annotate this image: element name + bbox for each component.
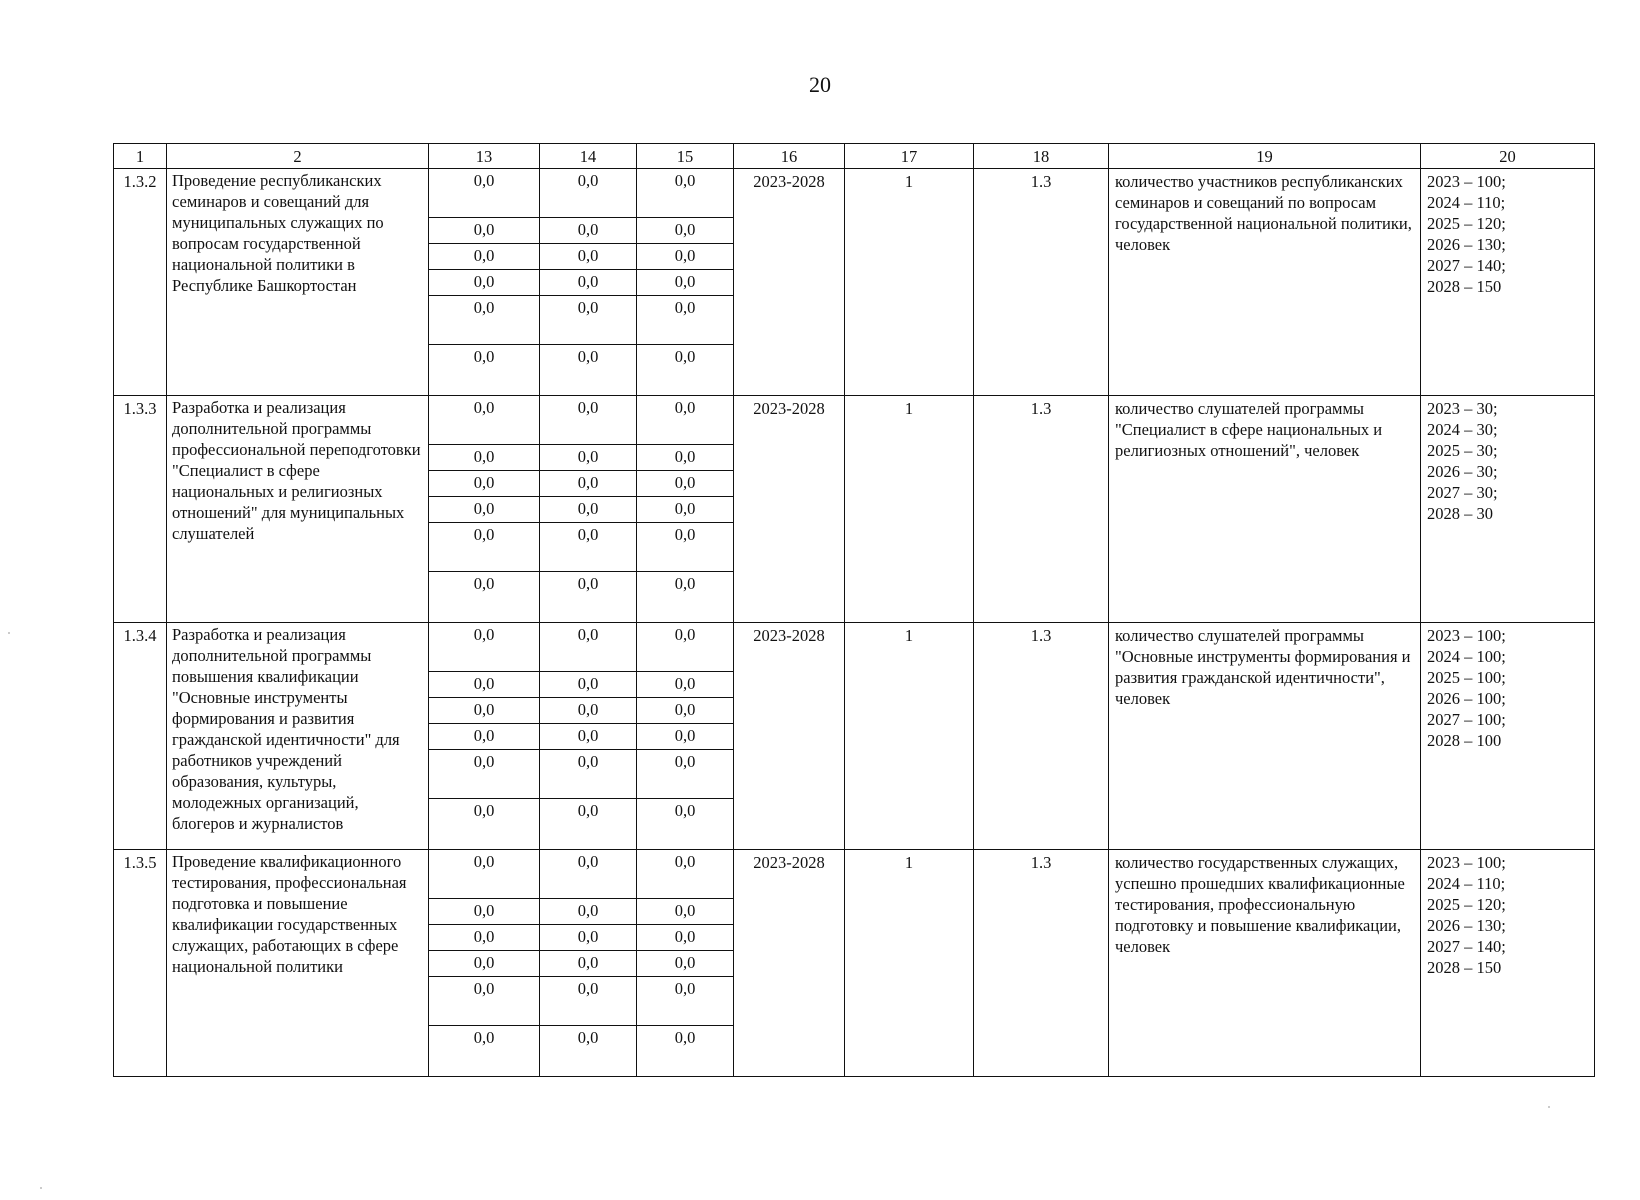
financing-subtable bbox=[540, 396, 636, 622]
col-header-17: 17 bbox=[845, 144, 974, 169]
financing-subrow bbox=[540, 799, 636, 850]
financing-subrow bbox=[429, 951, 539, 977]
financing-subrow bbox=[429, 270, 539, 296]
financing-subrow bbox=[637, 244, 733, 270]
financing-value: 0,0 bbox=[429, 445, 539, 471]
financing-subrow bbox=[429, 623, 539, 672]
financing-col-14 bbox=[540, 623, 637, 850]
financing-subrow bbox=[540, 296, 636, 345]
financing-subrow bbox=[540, 925, 636, 951]
financing-subtable bbox=[429, 169, 539, 395]
col-header-1: 1 bbox=[114, 144, 167, 169]
financing-subrow bbox=[429, 218, 539, 244]
financing-subrow bbox=[540, 623, 636, 672]
financing-subrow bbox=[637, 951, 733, 977]
financing-value: 0,0 bbox=[637, 445, 733, 471]
financing-subtable bbox=[637, 169, 733, 395]
financing-subrow bbox=[429, 799, 539, 850]
financing-value: 0,0 bbox=[429, 471, 539, 497]
financing-subrow bbox=[637, 523, 733, 572]
financing-subrow bbox=[429, 850, 539, 899]
row-number: 1.3.3 bbox=[114, 396, 167, 623]
financing-subrow bbox=[637, 977, 733, 1026]
financing-value: 0,0 bbox=[540, 750, 636, 799]
financing-subrow bbox=[540, 244, 636, 270]
financing-subrow bbox=[637, 799, 733, 850]
implementation-period: 2023-2028 bbox=[734, 623, 845, 850]
financing-subrow bbox=[540, 850, 636, 899]
financing-value: 0,0 bbox=[540, 977, 636, 1026]
financing-value: 0,0 bbox=[540, 218, 636, 244]
financing-subrow bbox=[637, 445, 733, 471]
target-value: 2027 – 140; bbox=[1427, 937, 1506, 956]
financing-subrow bbox=[637, 572, 733, 623]
financing-value: 0,0 bbox=[540, 244, 636, 270]
financing-subrow bbox=[429, 899, 539, 925]
financing-subrow bbox=[429, 977, 539, 1026]
financing-subrow bbox=[637, 899, 733, 925]
financing-value: 0,0 bbox=[577, 1028, 599, 1047]
financing-subtable bbox=[637, 396, 733, 622]
target-value: 2023 – 100; bbox=[1427, 853, 1506, 872]
financing-value: 0,0 bbox=[540, 445, 636, 471]
financing-subrow bbox=[540, 270, 636, 296]
financing-subrow bbox=[429, 698, 539, 724]
financing-value: 0,0 bbox=[429, 296, 539, 345]
measure-name: Разработка и реализация дополнительной программы профессиональной переподготовки "Специалист в сфере национальных и религиозных отношений" для муниципальных слушателей bbox=[167, 396, 429, 623]
financing-subrow bbox=[637, 471, 733, 497]
financing-value: 0,0 bbox=[473, 801, 495, 820]
financing-col-15 bbox=[637, 396, 734, 623]
financing-subtable bbox=[540, 850, 636, 1076]
financing-subrow bbox=[429, 396, 539, 445]
financing-col-15 bbox=[637, 850, 734, 1077]
col-header-15: 15 bbox=[637, 144, 734, 169]
financing-value: 0,0 bbox=[429, 672, 539, 698]
indicator-description: количество участников республиканских семинаров и совещаний по вопросам государственной национальной политики, человек bbox=[1109, 169, 1421, 396]
financing-value: 0,0 bbox=[473, 347, 495, 366]
target-value: 2024 – 30; bbox=[1427, 420, 1498, 439]
financing-value: 0,0 bbox=[577, 801, 599, 820]
financing-value: 0,0 bbox=[637, 497, 733, 523]
financing-subrow bbox=[429, 572, 539, 623]
financing-subrow bbox=[637, 169, 733, 218]
financing-value: 0,0 bbox=[429, 698, 539, 724]
financing-subrow bbox=[429, 497, 539, 523]
target-value: 2025 – 120; bbox=[1427, 214, 1506, 233]
financing-value: 0,0 bbox=[540, 724, 636, 750]
financing-subrow bbox=[540, 169, 636, 218]
target-value: 2025 – 100; bbox=[1427, 668, 1506, 687]
target-value: 2028 – 100 bbox=[1427, 731, 1502, 750]
financing-value: 0,0 bbox=[540, 951, 636, 977]
financing-col-13 bbox=[429, 396, 540, 623]
financing-value: 0,0 bbox=[429, 899, 539, 925]
financing-value: 0,0 bbox=[429, 169, 539, 218]
scan-speck bbox=[40, 1187, 42, 1189]
financing-subtable bbox=[637, 623, 733, 849]
financing-subrow bbox=[637, 270, 733, 296]
financing-value: 0,0 bbox=[637, 623, 733, 672]
financing-value: 0,0 bbox=[540, 698, 636, 724]
financing-subrow bbox=[637, 724, 733, 750]
financing-subrow bbox=[637, 850, 733, 899]
financing-value: 0,0 bbox=[540, 925, 636, 951]
financing-subrow bbox=[429, 445, 539, 471]
financing-col-15 bbox=[637, 169, 734, 396]
financing-value: 0,0 bbox=[429, 396, 539, 445]
measure-name: Проведение квалификационного тестирования, профессиональная подготовка и повышение квалификации государственных служащих, работающих в сфере национальной политики bbox=[167, 850, 429, 1077]
col-18-value: 1.3 bbox=[974, 169, 1109, 396]
financing-value: 0,0 bbox=[429, 925, 539, 951]
scan-speck bbox=[8, 632, 10, 634]
implementation-period: 2023-2028 bbox=[734, 396, 845, 623]
financing-value: 0,0 bbox=[637, 523, 733, 572]
measure-name: Разработка и реализация дополнительной программы повышения квалификации "Основные инструменты формирования и развития гражданской идентичности" для работников учреждений образования, культуры, молодежных организаций, блогеров и журналистов bbox=[167, 623, 429, 850]
financing-value: 0,0 bbox=[577, 574, 599, 593]
col-18-value: 1.3 bbox=[974, 396, 1109, 623]
target-value: 2028 – 150 bbox=[1427, 958, 1502, 977]
financing-subrow bbox=[637, 396, 733, 445]
financing-value: 0,0 bbox=[637, 672, 733, 698]
financing-value: 0,0 bbox=[637, 925, 733, 951]
financing-value: 0,0 bbox=[637, 396, 733, 445]
row-number: 1.3.4 bbox=[114, 623, 167, 850]
target-value: 2026 – 30; bbox=[1427, 462, 1498, 481]
financing-subrow bbox=[637, 1026, 733, 1077]
implementation-period: 2023-2028 bbox=[734, 850, 845, 1077]
financing-subtable bbox=[637, 850, 733, 1076]
financing-subrow bbox=[429, 169, 539, 218]
target-value: 2028 – 150 bbox=[1427, 277, 1502, 296]
col-17-value: 1 bbox=[845, 169, 974, 396]
col-18-value: 1.3 bbox=[974, 850, 1109, 1077]
col-18-value: 1.3 bbox=[974, 623, 1109, 850]
financing-subrow bbox=[637, 218, 733, 244]
financing-value: 0,0 bbox=[429, 977, 539, 1026]
financing-subrow bbox=[429, 345, 539, 396]
target-value: 2026 – 130; bbox=[1427, 235, 1506, 254]
target-value: 2027 – 100; bbox=[1427, 710, 1506, 729]
financing-value: 0,0 bbox=[540, 471, 636, 497]
target-value: 2026 – 130; bbox=[1427, 916, 1506, 935]
col-header-13: 13 bbox=[429, 144, 540, 169]
target-values bbox=[1421, 169, 1595, 396]
financing-value: 0,0 bbox=[429, 523, 539, 572]
col-header-19: 19 bbox=[1109, 144, 1421, 169]
financing-subrow bbox=[429, 471, 539, 497]
target-value: 2024 – 100; bbox=[1427, 647, 1506, 666]
financing-col-13 bbox=[429, 850, 540, 1077]
page-number: 20 bbox=[809, 72, 831, 97]
target-value: 2023 – 100; bbox=[1427, 626, 1506, 645]
financing-subrow bbox=[637, 345, 733, 396]
indicator-description: количество слушателей программы "Специалист в сфере национальных и религиозных отношений", человек bbox=[1109, 396, 1421, 623]
financing-subrow bbox=[637, 925, 733, 951]
financing-value: 0,0 bbox=[429, 218, 539, 244]
financing-value: 0,0 bbox=[674, 574, 696, 593]
table-row bbox=[114, 396, 1595, 623]
financing-value: 0,0 bbox=[674, 801, 696, 820]
financing-col-14 bbox=[540, 850, 637, 1077]
target-value: 2025 – 30; bbox=[1427, 441, 1498, 460]
scan-speck bbox=[1548, 1106, 1550, 1108]
financing-value: 0,0 bbox=[637, 471, 733, 497]
financing-subtable bbox=[540, 623, 636, 849]
financing-value: 0,0 bbox=[473, 1028, 495, 1047]
financing-value: 0,0 bbox=[540, 899, 636, 925]
target-values bbox=[1421, 623, 1595, 850]
financing-subrow bbox=[540, 471, 636, 497]
col-header-20: 20 bbox=[1421, 144, 1595, 169]
col-header-16: 16 bbox=[734, 144, 845, 169]
financing-value: 0,0 bbox=[540, 523, 636, 572]
financing-value: 0,0 bbox=[674, 347, 696, 366]
target-values bbox=[1421, 850, 1595, 1077]
financing-value: 0,0 bbox=[540, 672, 636, 698]
financing-subrow bbox=[540, 672, 636, 698]
financing-subrow bbox=[540, 698, 636, 724]
financing-subrow bbox=[637, 698, 733, 724]
financing-value: 0,0 bbox=[540, 623, 636, 672]
financing-col-13 bbox=[429, 169, 540, 396]
target-values bbox=[1421, 396, 1595, 623]
financing-value: 0,0 bbox=[637, 951, 733, 977]
financing-value: 0,0 bbox=[429, 623, 539, 672]
financing-value: 0,0 bbox=[429, 850, 539, 899]
financing-subrow bbox=[540, 750, 636, 799]
financing-subrow bbox=[429, 925, 539, 951]
financing-subrow bbox=[540, 724, 636, 750]
row-number: 1.3.2 bbox=[114, 169, 167, 396]
financing-subtable bbox=[429, 396, 539, 622]
financing-col-15 bbox=[637, 623, 734, 850]
financing-value: 0,0 bbox=[637, 296, 733, 345]
financing-subrow bbox=[540, 497, 636, 523]
financing-subrow bbox=[429, 244, 539, 270]
target-value: 2024 – 110; bbox=[1427, 874, 1506, 893]
financing-subrow bbox=[637, 750, 733, 799]
target-value: 2023 – 30; bbox=[1427, 399, 1498, 418]
financing-value: 0,0 bbox=[540, 396, 636, 445]
financing-value: 0,0 bbox=[637, 724, 733, 750]
financing-value: 0,0 bbox=[540, 169, 636, 218]
financing-subrow bbox=[637, 497, 733, 523]
target-value: 2026 – 100; bbox=[1427, 689, 1506, 708]
indicator-description: количество государственных служащих, успешно прошедших квалификационные тестирования, профессиональную подготовку и повышение квалификации, человек bbox=[1109, 850, 1421, 1077]
financing-subrow bbox=[637, 296, 733, 345]
financing-subrow bbox=[429, 1026, 539, 1077]
measure-name: Проведение республиканских семинаров и совещаний для муниципальных служащих по вопросам государственной национальной политики в Республике Башкортостан bbox=[167, 169, 429, 396]
financing-value: 0,0 bbox=[540, 270, 636, 296]
financing-subrow bbox=[540, 899, 636, 925]
target-value: 2028 – 30 bbox=[1427, 504, 1493, 523]
financing-subrow bbox=[429, 523, 539, 572]
financing-value: 0,0 bbox=[637, 750, 733, 799]
program-table bbox=[113, 143, 1595, 1077]
financing-subrow bbox=[429, 724, 539, 750]
financing-value: 0,0 bbox=[429, 270, 539, 296]
financing-value: 0,0 bbox=[637, 218, 733, 244]
financing-value: 0,0 bbox=[429, 497, 539, 523]
financing-value: 0,0 bbox=[637, 169, 733, 218]
target-value: 2025 – 120; bbox=[1427, 895, 1506, 914]
financing-value: 0,0 bbox=[637, 899, 733, 925]
table-row bbox=[114, 169, 1595, 396]
financing-value: 0,0 bbox=[637, 244, 733, 270]
financing-value: 0,0 bbox=[637, 698, 733, 724]
implementation-period: 2023-2028 bbox=[734, 169, 845, 396]
col-header-18: 18 bbox=[974, 144, 1109, 169]
financing-value: 0,0 bbox=[637, 270, 733, 296]
col-17-value: 1 bbox=[845, 623, 974, 850]
financing-value: 0,0 bbox=[637, 850, 733, 899]
financing-value: 0,0 bbox=[577, 347, 599, 366]
target-value: 2027 – 30; bbox=[1427, 483, 1498, 502]
financing-subrow bbox=[540, 218, 636, 244]
financing-subrow bbox=[429, 296, 539, 345]
financing-value: 0,0 bbox=[540, 497, 636, 523]
financing-subtable bbox=[429, 850, 539, 1076]
financing-subrow bbox=[540, 1026, 636, 1077]
financing-value: 0,0 bbox=[429, 244, 539, 270]
financing-subrow bbox=[540, 523, 636, 572]
financing-value: 0,0 bbox=[540, 850, 636, 899]
target-value: 2027 – 140; bbox=[1427, 256, 1506, 275]
financing-value: 0,0 bbox=[429, 951, 539, 977]
financing-col-14 bbox=[540, 169, 637, 396]
financing-subrow bbox=[540, 572, 636, 623]
col-17-value: 1 bbox=[845, 396, 974, 623]
table-row bbox=[114, 850, 1595, 1077]
table-row bbox=[114, 623, 1595, 850]
financing-subrow bbox=[540, 445, 636, 471]
financing-subtable bbox=[540, 169, 636, 395]
financing-value: 0,0 bbox=[637, 977, 733, 1026]
financing-subrow bbox=[637, 672, 733, 698]
financing-subrow bbox=[540, 977, 636, 1026]
financing-subrow bbox=[429, 672, 539, 698]
financing-col-14 bbox=[540, 396, 637, 623]
col-header-14: 14 bbox=[540, 144, 637, 169]
financing-value: 0,0 bbox=[540, 296, 636, 345]
financing-subrow bbox=[637, 623, 733, 672]
financing-col-13 bbox=[429, 623, 540, 850]
indicator-description: количество слушателей программы "Основные инструменты формирования и развития гражданской идентичности", человек bbox=[1109, 623, 1421, 850]
financing-value: 0,0 bbox=[473, 574, 495, 593]
financing-value: 0,0 bbox=[674, 1028, 696, 1047]
target-value: 2024 – 110; bbox=[1427, 193, 1506, 212]
target-value: 2023 – 100; bbox=[1427, 172, 1506, 191]
financing-subtable bbox=[429, 623, 539, 849]
header-row bbox=[114, 144, 1595, 169]
financing-subrow bbox=[540, 951, 636, 977]
col-header-2: 2 bbox=[167, 144, 429, 169]
financing-subrow bbox=[540, 396, 636, 445]
financing-value: 0,0 bbox=[429, 724, 539, 750]
row-number: 1.3.5 bbox=[114, 850, 167, 1077]
financing-value: 0,0 bbox=[429, 750, 539, 799]
financing-subrow bbox=[540, 345, 636, 396]
col-17-value: 1 bbox=[845, 850, 974, 1077]
financing-subrow bbox=[429, 750, 539, 799]
